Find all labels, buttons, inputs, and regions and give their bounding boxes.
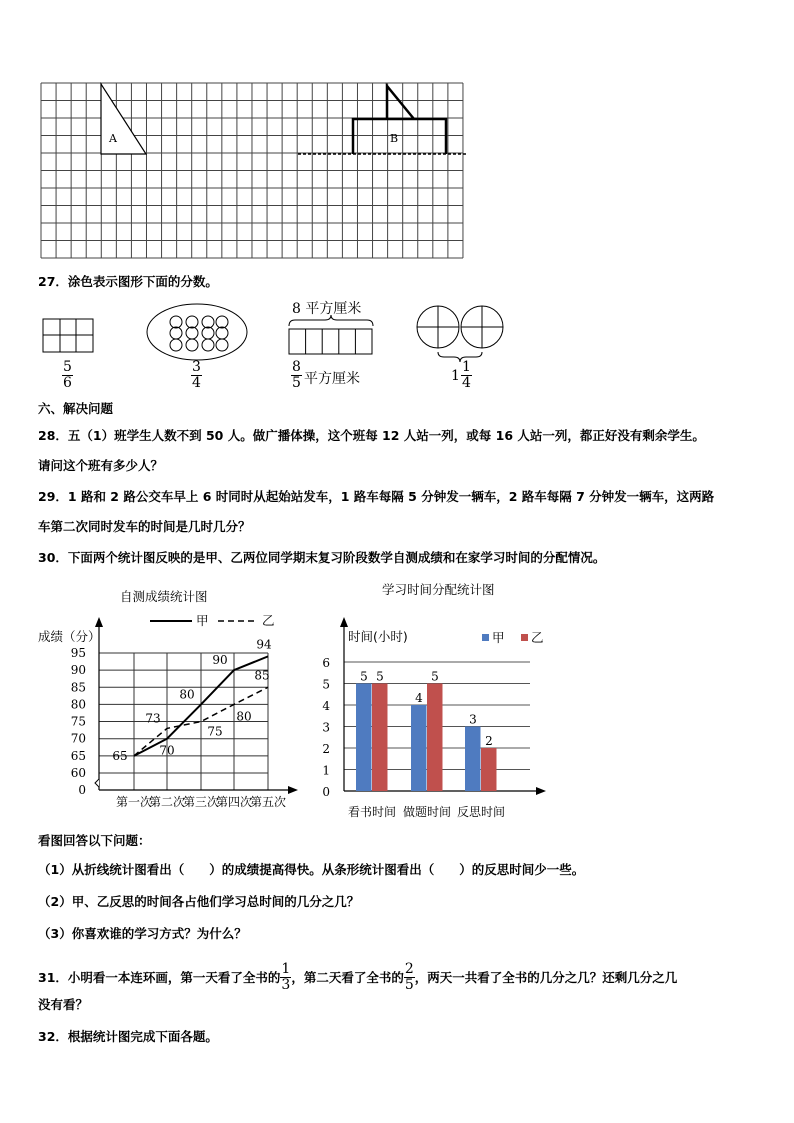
q31-line1 bbox=[38, 962, 677, 993]
fraction-3-4 bbox=[191, 360, 202, 391]
q28-line2: 请问这个班有多少人？ bbox=[38, 458, 164, 473]
small-circle bbox=[186, 316, 198, 328]
bar-yi bbox=[481, 748, 497, 791]
bar-chart-title: 学习时间分配统计图 bbox=[382, 582, 495, 597]
data-label-yi: 73 bbox=[145, 711, 161, 726]
legend-yi: 乙 bbox=[262, 613, 275, 628]
y-tick-label: 75 bbox=[70, 714, 86, 729]
line-chart-title: 自测成绩统计图 bbox=[120, 589, 208, 604]
q29-line1: 29．1 路和 2 路公交车早上 6 时同时从起始站发车，1 路车每隔 5 分钟发一辆车，2 路车每隔 7 分钟发一辆车，这两路 bbox=[38, 489, 715, 504]
x-tick-label: 第三次 bbox=[182, 795, 220, 809]
area-top-label: 8 平方厘米 bbox=[292, 301, 362, 317]
x-tick-label: 做题时间 bbox=[402, 805, 452, 819]
q32-title: 32．根据统计图完成下面各题。 bbox=[38, 1029, 218, 1044]
denominator: 4 bbox=[462, 375, 471, 391]
small-circle bbox=[202, 339, 214, 351]
y-axis-arrow bbox=[95, 617, 103, 627]
q29-line2: 车第二次同时发车的时间是几时几分？ bbox=[38, 519, 251, 534]
numerator: 2 bbox=[404, 961, 414, 977]
small-circle bbox=[216, 327, 228, 339]
denominator: 3 bbox=[281, 977, 291, 993]
fraction-1-4 bbox=[461, 360, 472, 391]
bar-value-label: 5 bbox=[376, 669, 384, 684]
x-tick-label: 看书时间 bbox=[347, 805, 397, 819]
axis-break bbox=[95, 779, 99, 787]
legend-jia: 甲 bbox=[196, 613, 209, 628]
small-circle bbox=[170, 327, 182, 339]
small-circle bbox=[170, 339, 182, 351]
data-label-jia: 65 bbox=[112, 748, 128, 763]
y-tick-label: 0 bbox=[322, 785, 330, 799]
area-unit: 平方厘米 bbox=[304, 371, 360, 387]
numerator: 1 bbox=[462, 359, 471, 375]
q27-title: 27．涂色表示图形下面的分数。 bbox=[38, 274, 218, 289]
numerator: 3 bbox=[192, 359, 201, 375]
denominator: 6 bbox=[63, 375, 72, 391]
x-axis-arrow bbox=[536, 787, 546, 795]
data-label-yi: 80 bbox=[236, 709, 252, 724]
fraction-8-5 bbox=[291, 360, 302, 391]
small-circle bbox=[216, 339, 228, 351]
shape-b-rect bbox=[353, 119, 446, 154]
y-tick-label: 85 bbox=[70, 680, 86, 695]
q30-sub3: （3）你喜欢谁的学习方式？为什么？ bbox=[38, 926, 247, 941]
section-heading: 六、解决问题 bbox=[38, 401, 114, 416]
small-circle bbox=[186, 339, 198, 351]
y-tick-label: 5 bbox=[322, 677, 330, 692]
y-axis-arrow bbox=[340, 617, 348, 627]
data-label-yi: 75 bbox=[207, 724, 223, 739]
bar-value-label: 4 bbox=[415, 691, 423, 705]
y-tick-label: 70 bbox=[70, 731, 86, 746]
bar-chart-ylabel: 时间(小时) bbox=[348, 629, 408, 644]
x-tick-label: 反思时间 bbox=[456, 805, 506, 819]
bar-jia bbox=[411, 705, 427, 791]
q31-text-2: ，第二天看了全书的 bbox=[291, 969, 404, 985]
x-tick-label: 第四次 bbox=[215, 795, 253, 809]
fraction-5-6 bbox=[62, 360, 73, 391]
line-chart-ylabel: 成绩（分） bbox=[38, 629, 101, 644]
q30-prompt: 看图回答以下问题： bbox=[38, 833, 151, 848]
denominator: 5 bbox=[404, 977, 414, 993]
shape-a-label: A bbox=[109, 132, 117, 145]
data-label-jia: 70 bbox=[159, 743, 175, 758]
legend-swatch-jia bbox=[482, 634, 489, 641]
bar-value-label: 2 bbox=[485, 734, 493, 748]
bar-value-label: 5 bbox=[431, 669, 439, 684]
q31-text-3: ，两天一共看了全书的几分之几？还剩几分之几 bbox=[414, 969, 678, 985]
numerator: 8 bbox=[292, 359, 301, 375]
y-tick-label: 65 bbox=[70, 748, 86, 763]
y-tick-label: 0 bbox=[78, 783, 86, 797]
q30-line1: 30．下面两个统计图反映的是甲、乙两位同学期末复习阶段数学自测成绩和在家学习时间的分配情况。 bbox=[38, 550, 606, 565]
ellipse bbox=[147, 304, 247, 360]
legend-swatch-yi bbox=[521, 634, 528, 641]
fraction-2-5 bbox=[404, 962, 415, 993]
rect-5-strips bbox=[289, 329, 372, 354]
x-axis-arrow bbox=[288, 786, 298, 794]
q28-line1: 28．五（1）班学生人数不到 50 人。做广播体操，这个班每 12 人站一列，或每 16 人站一列，都正好没有剩余学生。 bbox=[38, 428, 705, 443]
x-tick-label: 第五次 bbox=[249, 795, 287, 809]
y-tick-label: 60 bbox=[70, 766, 86, 780]
q31-line2: 没有看？ bbox=[38, 997, 89, 1012]
small-circle bbox=[216, 316, 228, 328]
q30-sub2: （2）甲、乙反思的时间各占他们学习总时间的几分之几？ bbox=[38, 894, 360, 909]
data-label-jia: 80 bbox=[179, 687, 195, 702]
denominator: 4 bbox=[192, 375, 201, 391]
fraction-1-3 bbox=[280, 962, 291, 993]
mixed-whole: 1 bbox=[451, 368, 460, 384]
data-label-jia: 94 bbox=[256, 637, 272, 652]
data-label-yi: 85 bbox=[254, 668, 270, 683]
bar-legend-jia: 甲 bbox=[492, 630, 505, 645]
bar-value-label: 3 bbox=[469, 712, 477, 727]
bar-jia bbox=[356, 684, 372, 792]
bar-value-label: 5 bbox=[360, 669, 368, 684]
small-circle bbox=[202, 316, 214, 328]
brace-bottom bbox=[438, 352, 482, 362]
bar-yi bbox=[372, 684, 388, 792]
y-tick-label: 90 bbox=[70, 663, 86, 678]
shape-b-triangle bbox=[387, 86, 414, 119]
small-circle bbox=[170, 316, 182, 328]
y-tick-label: 95 bbox=[70, 645, 86, 660]
y-tick-label: 4 bbox=[322, 699, 330, 713]
bar-jia bbox=[465, 727, 481, 792]
bar-yi bbox=[427, 684, 443, 792]
bar-legend-yi: 乙 bbox=[531, 630, 544, 645]
triangle-a bbox=[101, 84, 146, 154]
x-tick-label: 第一次 bbox=[115, 795, 153, 809]
y-tick-label: 2 bbox=[322, 742, 330, 756]
small-circle bbox=[186, 327, 198, 339]
small-circle bbox=[202, 327, 214, 339]
q31-text-1: 31．小明看一本连环画，第一天看了全书的 bbox=[38, 969, 281, 985]
x-tick-label: 第二次 bbox=[148, 795, 186, 809]
numerator: 1 bbox=[281, 961, 291, 977]
data-label-jia: 90 bbox=[212, 653, 228, 668]
q30-sub1: （1）从折线统计图看出（ ）的成绩提高得快。从条形统计图看出（ ）的反思时间少一些。 bbox=[38, 862, 585, 877]
numerator: 5 bbox=[63, 359, 72, 375]
denominator: 5 bbox=[292, 375, 301, 391]
shape-b-label: B bbox=[390, 132, 399, 145]
y-tick-label: 1 bbox=[322, 763, 330, 778]
y-tick-label: 80 bbox=[70, 697, 86, 712]
y-tick-label: 3 bbox=[322, 720, 330, 735]
y-tick-label: 6 bbox=[322, 656, 330, 670]
